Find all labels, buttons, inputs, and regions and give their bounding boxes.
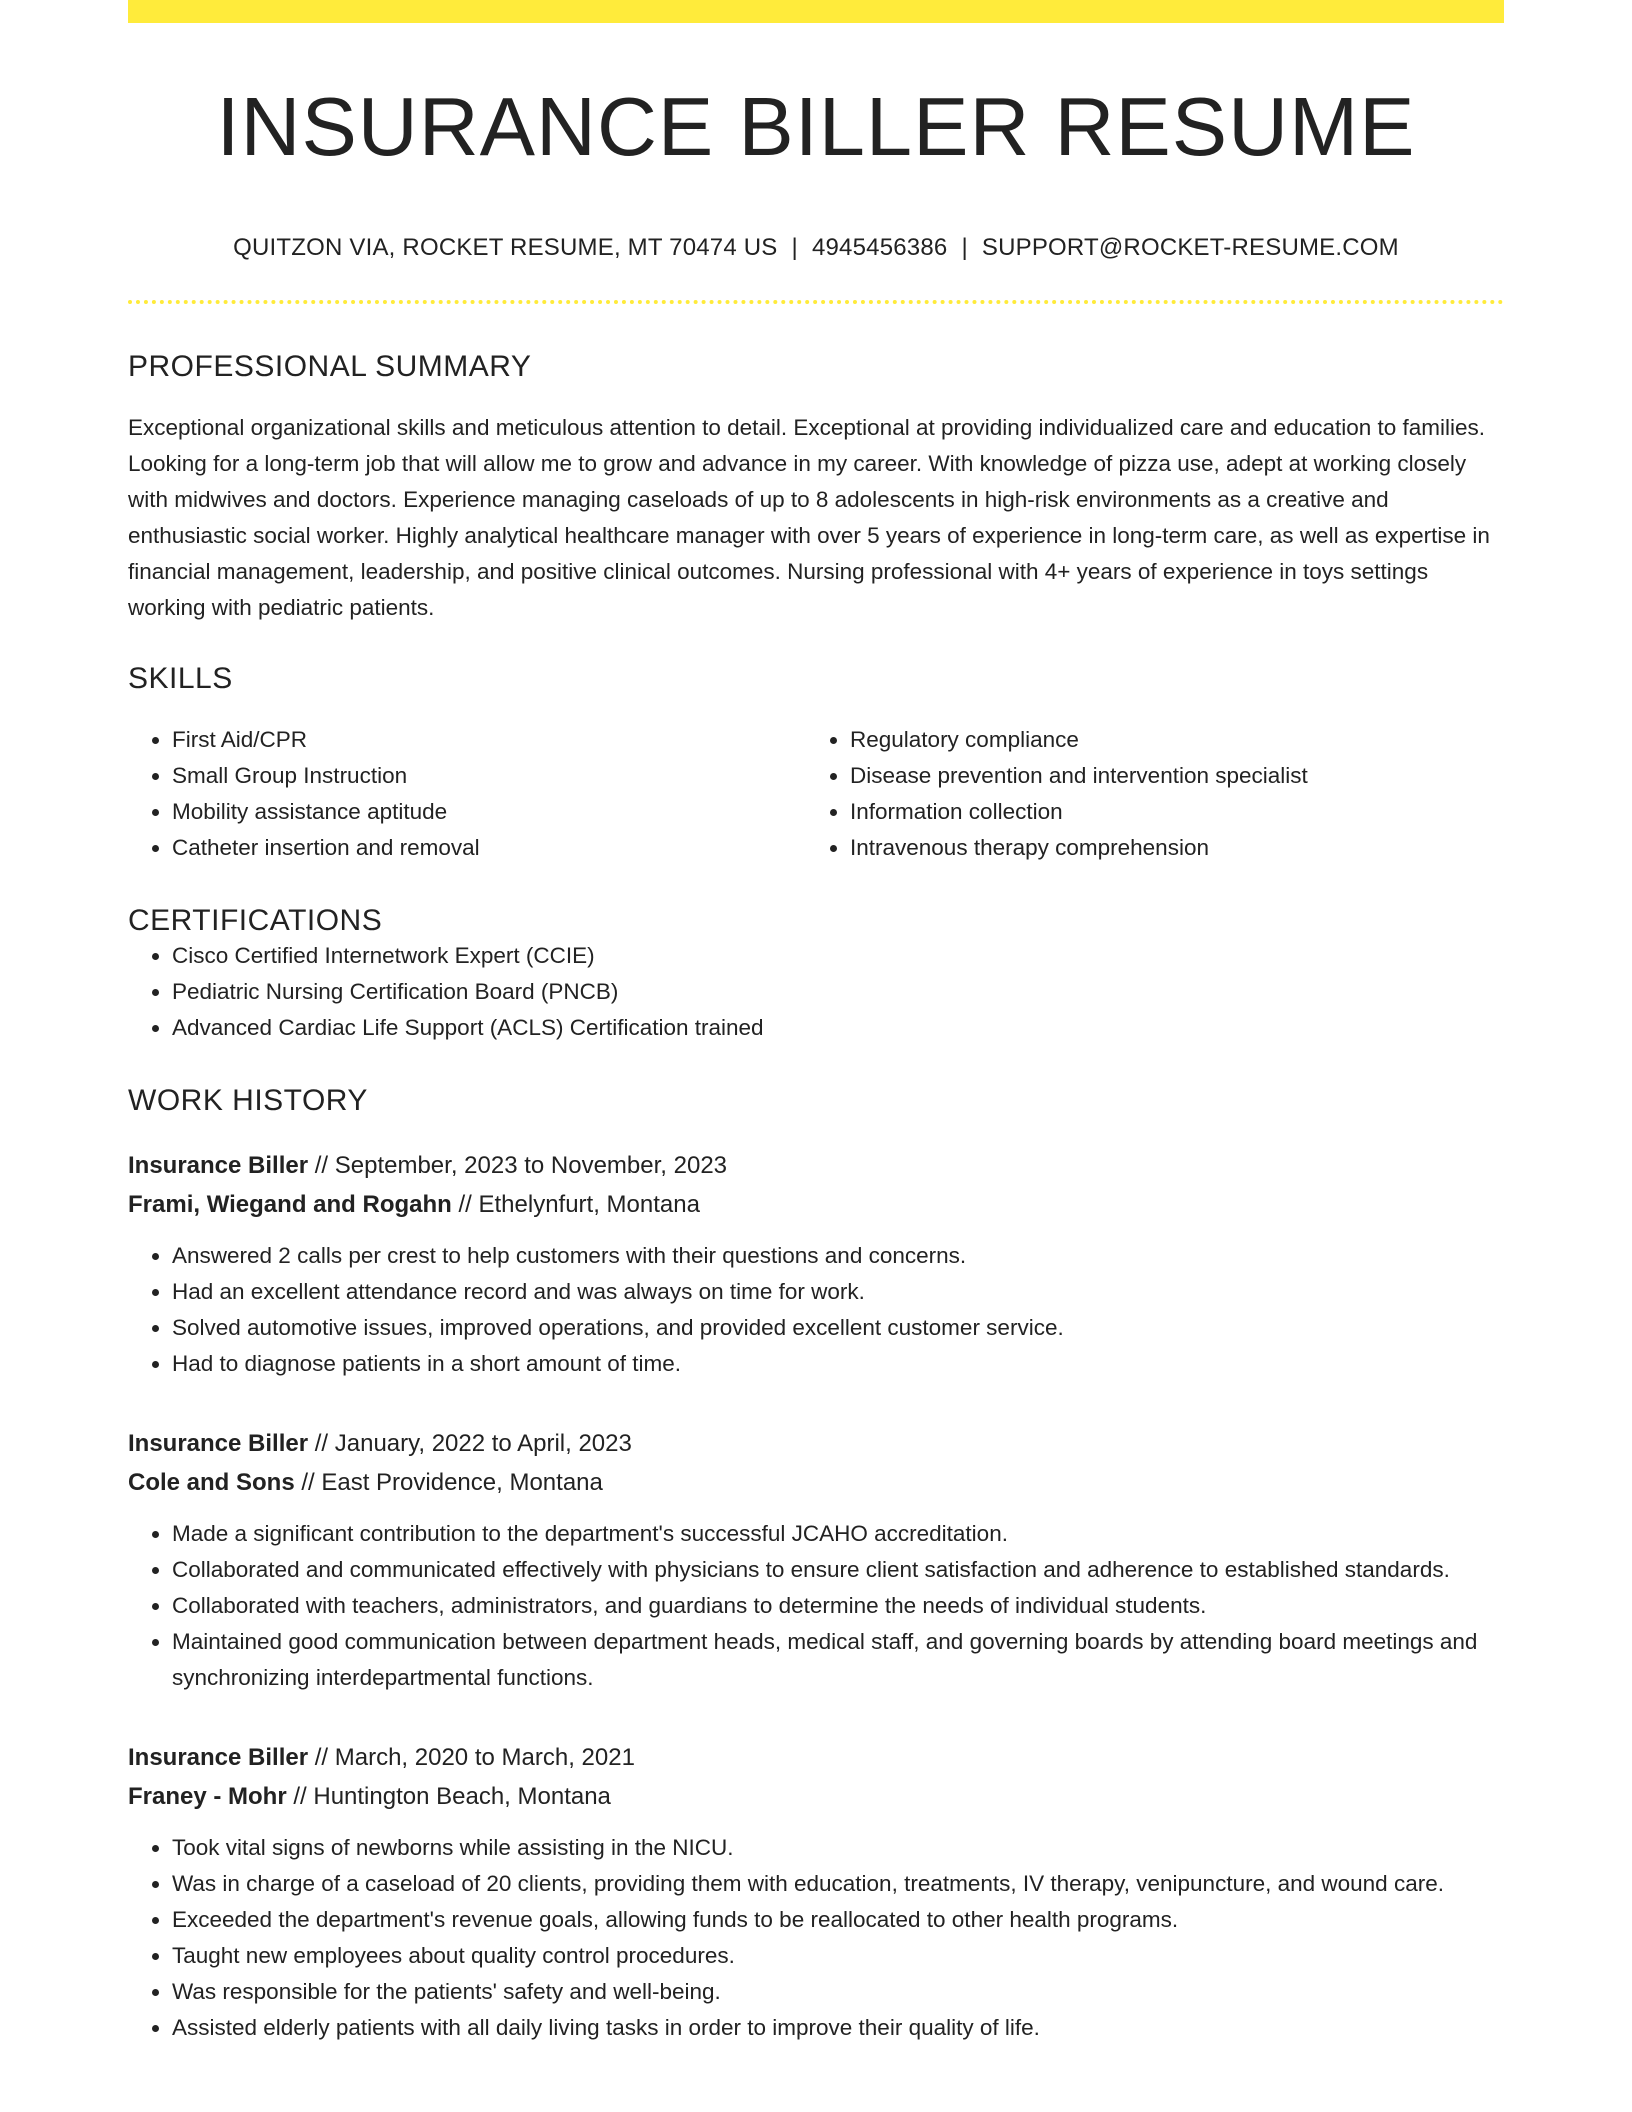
job-location: // Ethelynfurt, Montana	[451, 1191, 700, 1218]
certification-item: • Pediatric Nursing Certification Board (PNCB)	[172, 974, 1504, 1010]
skills-list-right	[806, 722, 1484, 866]
job-company-line	[128, 1185, 1504, 1224]
job-company-line	[128, 1777, 1504, 1816]
work-history-heading: WORK HISTORY	[128, 1084, 368, 1117]
job-dates: // September, 2023 to November, 2023	[308, 1152, 728, 1179]
job-dates: // March, 2020 to March, 2021	[308, 1744, 635, 1771]
certification-item: • Cisco Certified Internetwork Expert (CCIE)	[172, 938, 1504, 974]
job-company-line	[128, 1463, 1504, 1502]
job-company: Frami, Wiegand and Rogahn	[128, 1191, 452, 1218]
job-bullet: • Was responsible for the patients' safety and well-being.	[172, 1974, 1504, 2010]
summary-heading: PROFESSIONAL SUMMARY	[128, 350, 532, 383]
skill-item: • Regulatory compliance	[850, 722, 1484, 758]
job-bullet: • Had to diagnose patients in a short amount of time.	[172, 1346, 1504, 1382]
contact-address: QUITZON VIA, ROCKET RESUME, MT 70474 US	[233, 234, 778, 261]
job-bullet: • Was in charge of a caseload of 20 clients, providing them with education, treatments, IV therapy, venipuncture, and wound care.	[172, 1866, 1504, 1902]
certifications-heading: CERTIFICATIONS	[128, 904, 383, 937]
job-role-line	[128, 1738, 1504, 1777]
job-entry	[128, 1738, 1504, 2046]
job-bullet: • Assisted elderly patients with all daily living tasks in order to improve their quality of life.	[172, 2010, 1504, 2046]
job-dates: // January, 2022 to April, 2023	[308, 1430, 632, 1457]
job-role: Insurance Biller	[128, 1744, 309, 1771]
accent-bar	[128, 0, 1504, 23]
job-bullets	[128, 1830, 1504, 2046]
job-bullet: • Answered 2 calls per crest to help customers with their questions and concerns.	[172, 1238, 1504, 1274]
resume-page	[128, 0, 1504, 2046]
contact-line	[128, 234, 1504, 262]
job-location: // Huntington Beach, Montana	[286, 1783, 611, 1810]
skill-item: • First Aid/CPR	[172, 722, 806, 758]
skills-grid	[128, 722, 1504, 866]
job-location: // East Providence, Montana	[294, 1469, 603, 1496]
resume-title: INSURANCE BILLER RESUME	[216, 80, 1416, 173]
job-bullet: • Maintained good communication between department heads, medical staff, and governing boards by attending board meetings and synchronizing interdepartmental functions.	[172, 1624, 1504, 1696]
summary-text: Exceptional organizational skills and meticulous attention to detail. Exceptional at providing individualized care and education to families. Looking for a long-term job that will allow me to grow and advance in my career. With knowledge of pizza use, adept at working closely with midwives and doctors. Experience managing caseloads of up to 8 adolescents in high-risk environments as a creative and enthusiastic social worker. Highly analytical healthcare manager with over 5 years of experience in long-term care, as well as expertise in financial management, leadership, and positive clinical outcomes. Nursing professional with 4+ years of experience in toys settings working with pediatric patients.	[128, 415, 1490, 620]
job-bullet: • Exceeded the department's revenue goals, allowing funds to be reallocated to other health programs.	[172, 1902, 1504, 1938]
job-company: Cole and Sons	[128, 1469, 295, 1496]
skill-item: • Small Group Instruction	[172, 758, 806, 794]
job-entry	[128, 1146, 1504, 1382]
job-company: Franey - Mohr	[128, 1783, 287, 1810]
skill-item: • Information collection	[850, 794, 1484, 830]
job-role: Insurance Biller	[128, 1152, 309, 1179]
dotted-divider	[128, 300, 1504, 304]
skill-item: • Intravenous therapy comprehension	[850, 830, 1484, 866]
skill-item: • Catheter insertion and removal	[172, 830, 806, 866]
job-bullets	[128, 1516, 1504, 1696]
job-bullet: • Collaborated and communicated effectively with physicians to ensure client satisfaction and adherence to established standards.	[172, 1552, 1504, 1588]
job-bullet: • Made a significant contribution to the department's successful JCAHO accreditation.	[172, 1516, 1504, 1552]
job-bullet: • Taught new employees about quality control procedures.	[172, 1938, 1504, 1974]
contact-email[interactable]: SUPPORT@ROCKET-RESUME.COM	[981, 234, 1399, 261]
skill-item: • Mobility assistance aptitude	[172, 794, 806, 830]
job-entry	[128, 1424, 1504, 1696]
job-bullet: • Took vital signs of newborns while assisting in the NICU.	[172, 1830, 1504, 1866]
certification-item: • Advanced Cardiac Life Support (ACLS) Certification trained	[172, 1010, 1504, 1046]
job-role-line	[128, 1424, 1504, 1463]
skills-heading: SKILLS	[128, 662, 233, 695]
certifications-list	[128, 938, 1504, 1046]
contact-phone: 4945456386	[811, 234, 948, 261]
job-role-line	[128, 1146, 1504, 1185]
contact-separator: |	[791, 234, 798, 261]
job-bullets	[128, 1238, 1504, 1382]
job-bullet: • Had an excellent attendance record and was always on time for work.	[172, 1274, 1504, 1310]
skill-item: • Disease prevention and intervention specialist	[850, 758, 1484, 794]
job-role: Insurance Biller	[128, 1430, 309, 1457]
contact-separator: |	[961, 234, 968, 261]
job-bullet: • Collaborated with teachers, administrators, and guardians to determine the needs of individual students.	[172, 1588, 1504, 1624]
skills-list-left	[128, 722, 806, 866]
job-bullet: • Solved automotive issues, improved operations, and provided excellent customer service.	[172, 1310, 1504, 1346]
